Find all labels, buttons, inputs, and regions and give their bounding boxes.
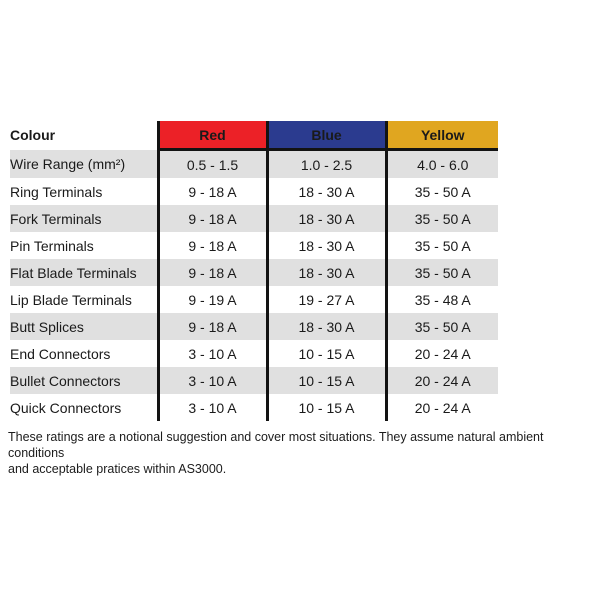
column-header-red: Red [158,121,267,150]
cell-blue: 10 - 15 A [267,340,386,367]
ratings-table [10,121,498,421]
cell-red: 3 - 10 A [158,367,267,394]
cell-red: 9 - 19 A [158,286,267,313]
column-header-blue: Blue [267,121,386,150]
table-row-quick-connectors [10,394,498,421]
row-label: Quick Connectors [10,399,122,416]
cell-yellow: 20 - 24 A [386,367,498,394]
table-row-end-connectors [10,340,498,367]
footnote [8,430,596,477]
cell-blue: 18 - 30 A [267,232,386,259]
row-label: Pin Terminals [10,237,94,254]
table-row-butt-splices [10,313,498,340]
footnote-line-2: and acceptable pratices within AS3000. [8,461,227,476]
cell-blue: 18 - 30 A [267,205,386,232]
cell-red: 9 - 18 A [158,313,267,340]
row-label: Wire Range (mm²) [10,150,158,179]
column-header-yellow: Yellow [386,121,498,150]
cell-blue: 18 - 30 A [267,178,386,205]
cell-blue: 10 - 15 A [267,367,386,394]
cell-yellow: 35 - 50 A [386,205,498,232]
cell-red: 0.5 - 1.5 [158,150,267,179]
cell-blue: 1.0 - 2.5 [267,150,386,179]
row-label: Flat Blade Terminals [10,259,158,286]
row-label: Fork Terminals [10,205,158,232]
table-row-fork-terminals [10,205,498,232]
row-label: Lip Blade Terminals [10,291,132,308]
cell-blue: 18 - 30 A [267,259,386,286]
cell-blue: 18 - 30 A [267,313,386,340]
cell-yellow: 4.0 - 6.0 [386,150,498,179]
table-row-wire-range [10,150,498,179]
header-row [10,121,498,150]
cell-red: 9 - 18 A [158,205,267,232]
cell-red: 3 - 10 A [158,394,267,421]
row-label: Bullet Connectors [10,367,158,394]
cell-yellow: 35 - 50 A [386,259,498,286]
cell-blue: 10 - 15 A [267,394,386,421]
table-row-bullet-connectors [10,367,498,394]
row-label: Butt Splices [10,313,158,340]
cell-red: 3 - 10 A [158,340,267,367]
cell-red: 9 - 18 A [158,232,267,259]
table-row-pin-terminals [10,232,498,259]
cell-blue: 19 - 27 A [267,286,386,313]
cell-yellow: 35 - 48 A [386,286,498,313]
row-label: End Connectors [10,345,111,362]
cell-yellow: 35 - 50 A [386,232,498,259]
table-row-flat-blade-terminals [10,259,498,286]
row-label: Ring Terminals [10,183,103,200]
cell-yellow: 20 - 24 A [386,340,498,367]
footnote-line-1: These ratings are a notional suggestion and cover most situations. They assume natural ambient conditions [8,430,544,460]
cell-yellow: 35 - 50 A [386,178,498,205]
cell-yellow: 20 - 24 A [386,394,498,421]
table-row-ring-terminals [10,178,498,205]
cell-yellow: 35 - 50 A [386,313,498,340]
cell-red: 9 - 18 A [158,259,267,286]
cell-red: 9 - 18 A [158,178,267,205]
table-row-lip-blade-terminals [10,286,498,313]
corner-header-colour: Colour [10,121,158,150]
